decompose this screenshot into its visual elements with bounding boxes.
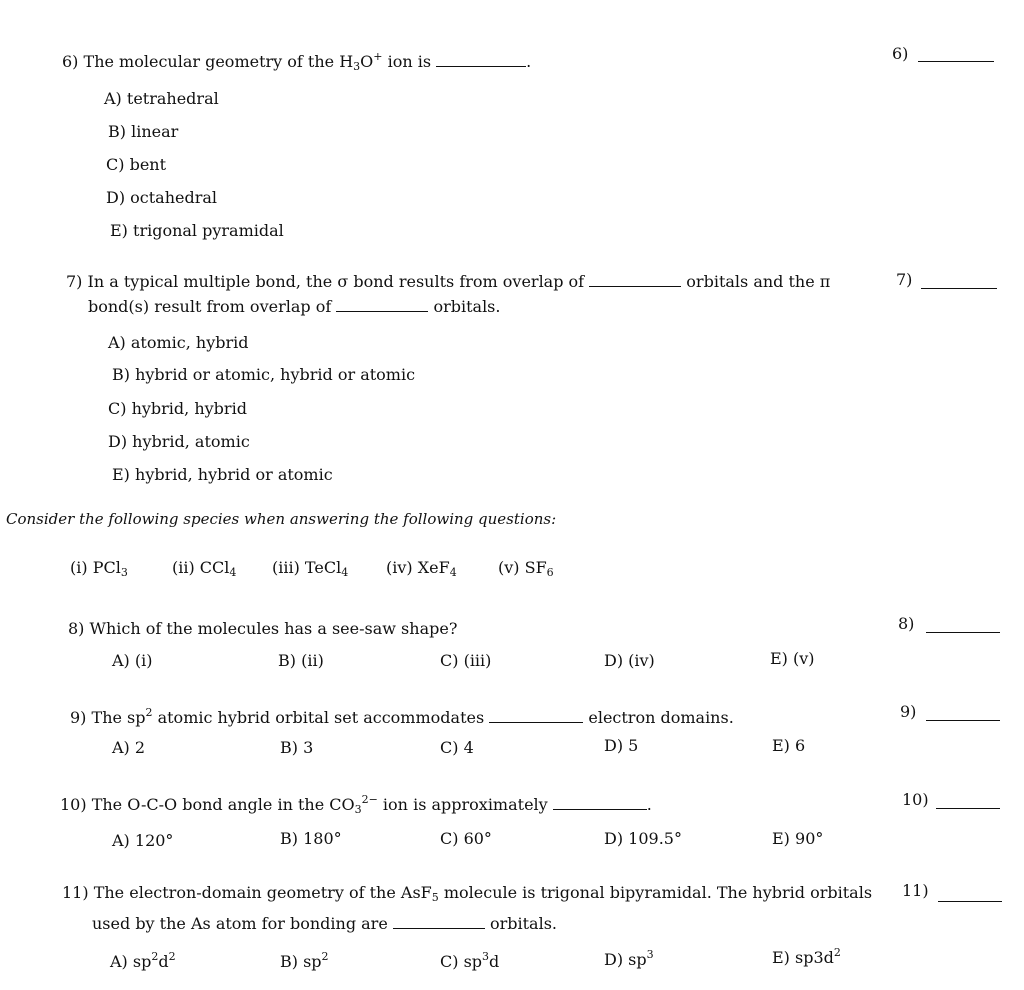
choice-6c: C) bent [106, 155, 167, 174]
choice-10a: A) 120° [112, 831, 174, 850]
choice-7a: A) atomic, hybrid [108, 333, 249, 352]
choice-11c: C) $sp^3d$ [440, 950, 500, 971]
answer-line-6 [918, 61, 994, 62]
fill-in-blank [589, 286, 681, 287]
choice-11d: D) $sp^3$ [604, 948, 654, 969]
answer-label-10: 10) [902, 790, 929, 809]
answer-line-8 [926, 632, 1000, 633]
question-9: 9) The $sp^2$ atomic hybrid orbital set accommodates electron domains. [70, 706, 734, 727]
question-number: 10) [60, 795, 87, 814]
choice-9a: A) 2 [112, 738, 146, 757]
choice-9b: B) 3 [280, 738, 314, 757]
fill-in-blank [336, 311, 428, 312]
fill-in-blank [393, 928, 485, 929]
species-2: (ii) CCl$_4$ [172, 558, 237, 579]
question-10: 10) The O-C-O bond angle in the $CO_3^{2-}$ ion is approximately . [60, 793, 652, 816]
choice-6d: D) octahedral [106, 188, 218, 207]
choice-6e: E) trigonal pyramidal [110, 221, 284, 240]
question-number: 11) [62, 883, 89, 902]
choice-8a: A) (i) [112, 651, 153, 670]
fill-in-blank [489, 722, 583, 723]
answer-line-10 [936, 808, 1000, 809]
choice-9c: C) 4 [440, 738, 474, 757]
choice-9d: D) 5 [604, 736, 639, 755]
species-3: (iii) TeCl$_4$ [272, 558, 349, 579]
choice-7c: C) hybrid, hybrid [108, 399, 247, 418]
choice-7e: E) hybrid, hybrid or atomic [112, 465, 333, 484]
answer-label-9: 9) [900, 702, 917, 721]
choice-8c: C) (iii) [440, 651, 492, 670]
choice-10d: D) 109.5° [604, 829, 682, 848]
species-1: (i) PCl$_3$ [70, 558, 128, 579]
choice-11a: A) $sp^2d^2$ [110, 950, 176, 971]
answer-line-9 [926, 720, 1000, 721]
choice-8e: E) (v) [770, 649, 815, 668]
choice-11e: E) $sp3d^2$ [772, 946, 841, 967]
choice-9e: E) 6 [772, 736, 806, 755]
choice-8d: D) (iv) [604, 651, 655, 670]
question-number: 6) [62, 52, 79, 71]
answer-line-7 [921, 288, 997, 289]
question-8: 8) Which of the molecules has a see-saw shape? [68, 619, 458, 638]
answer-label-11: 11) [902, 881, 929, 900]
question-number: 8) [68, 619, 85, 638]
answer-line-11 [938, 901, 1002, 902]
fill-in-blank [553, 809, 647, 810]
fill-in-blank [436, 66, 526, 67]
question-6: 6) The molecular geometry of the $H_3O^+$ ion is . [62, 50, 532, 73]
answer-label-8: 8) [898, 614, 915, 633]
choice-10b: B) 180° [280, 829, 342, 848]
choice-11b: B) $sp^2$ [280, 950, 329, 971]
question-7-line1: 7) In a typical multiple bond, the σ bond results from overlap of orbitals and the π [66, 272, 831, 291]
answer-label-7: 7) [896, 270, 913, 289]
instructions-text: Consider the following species when answering the following questions: [6, 510, 557, 528]
question-11-line1: 11) The electron-domain geometry of the AsF$_5$ molecule is trigonal bipyramidal. The hybrid orbitals [62, 883, 873, 904]
choice-6b: B) linear [108, 122, 179, 141]
choice-10e: E) 90° [772, 829, 824, 848]
question-number: 9) [70, 708, 87, 727]
choice-10c: C) 60° [440, 829, 492, 848]
choice-8b: B) (ii) [278, 651, 324, 670]
choice-6a: A) tetrahedral [104, 89, 219, 108]
species-4: (iv) XeF$_4$ [386, 558, 457, 579]
species-5: (v) $SF_6$ [498, 558, 554, 579]
choice-7d: D) hybrid, atomic [108, 432, 250, 451]
question-11-line2: used by the As atom for bonding are orbitals. [92, 914, 558, 933]
question-7-line2: bond(s) result from overlap of orbitals. [88, 297, 501, 316]
answer-label-6: 6) [892, 44, 909, 63]
question-number: 7) [66, 272, 83, 291]
choice-7b: B) hybrid or atomic, hybrid or atomic [112, 365, 416, 384]
